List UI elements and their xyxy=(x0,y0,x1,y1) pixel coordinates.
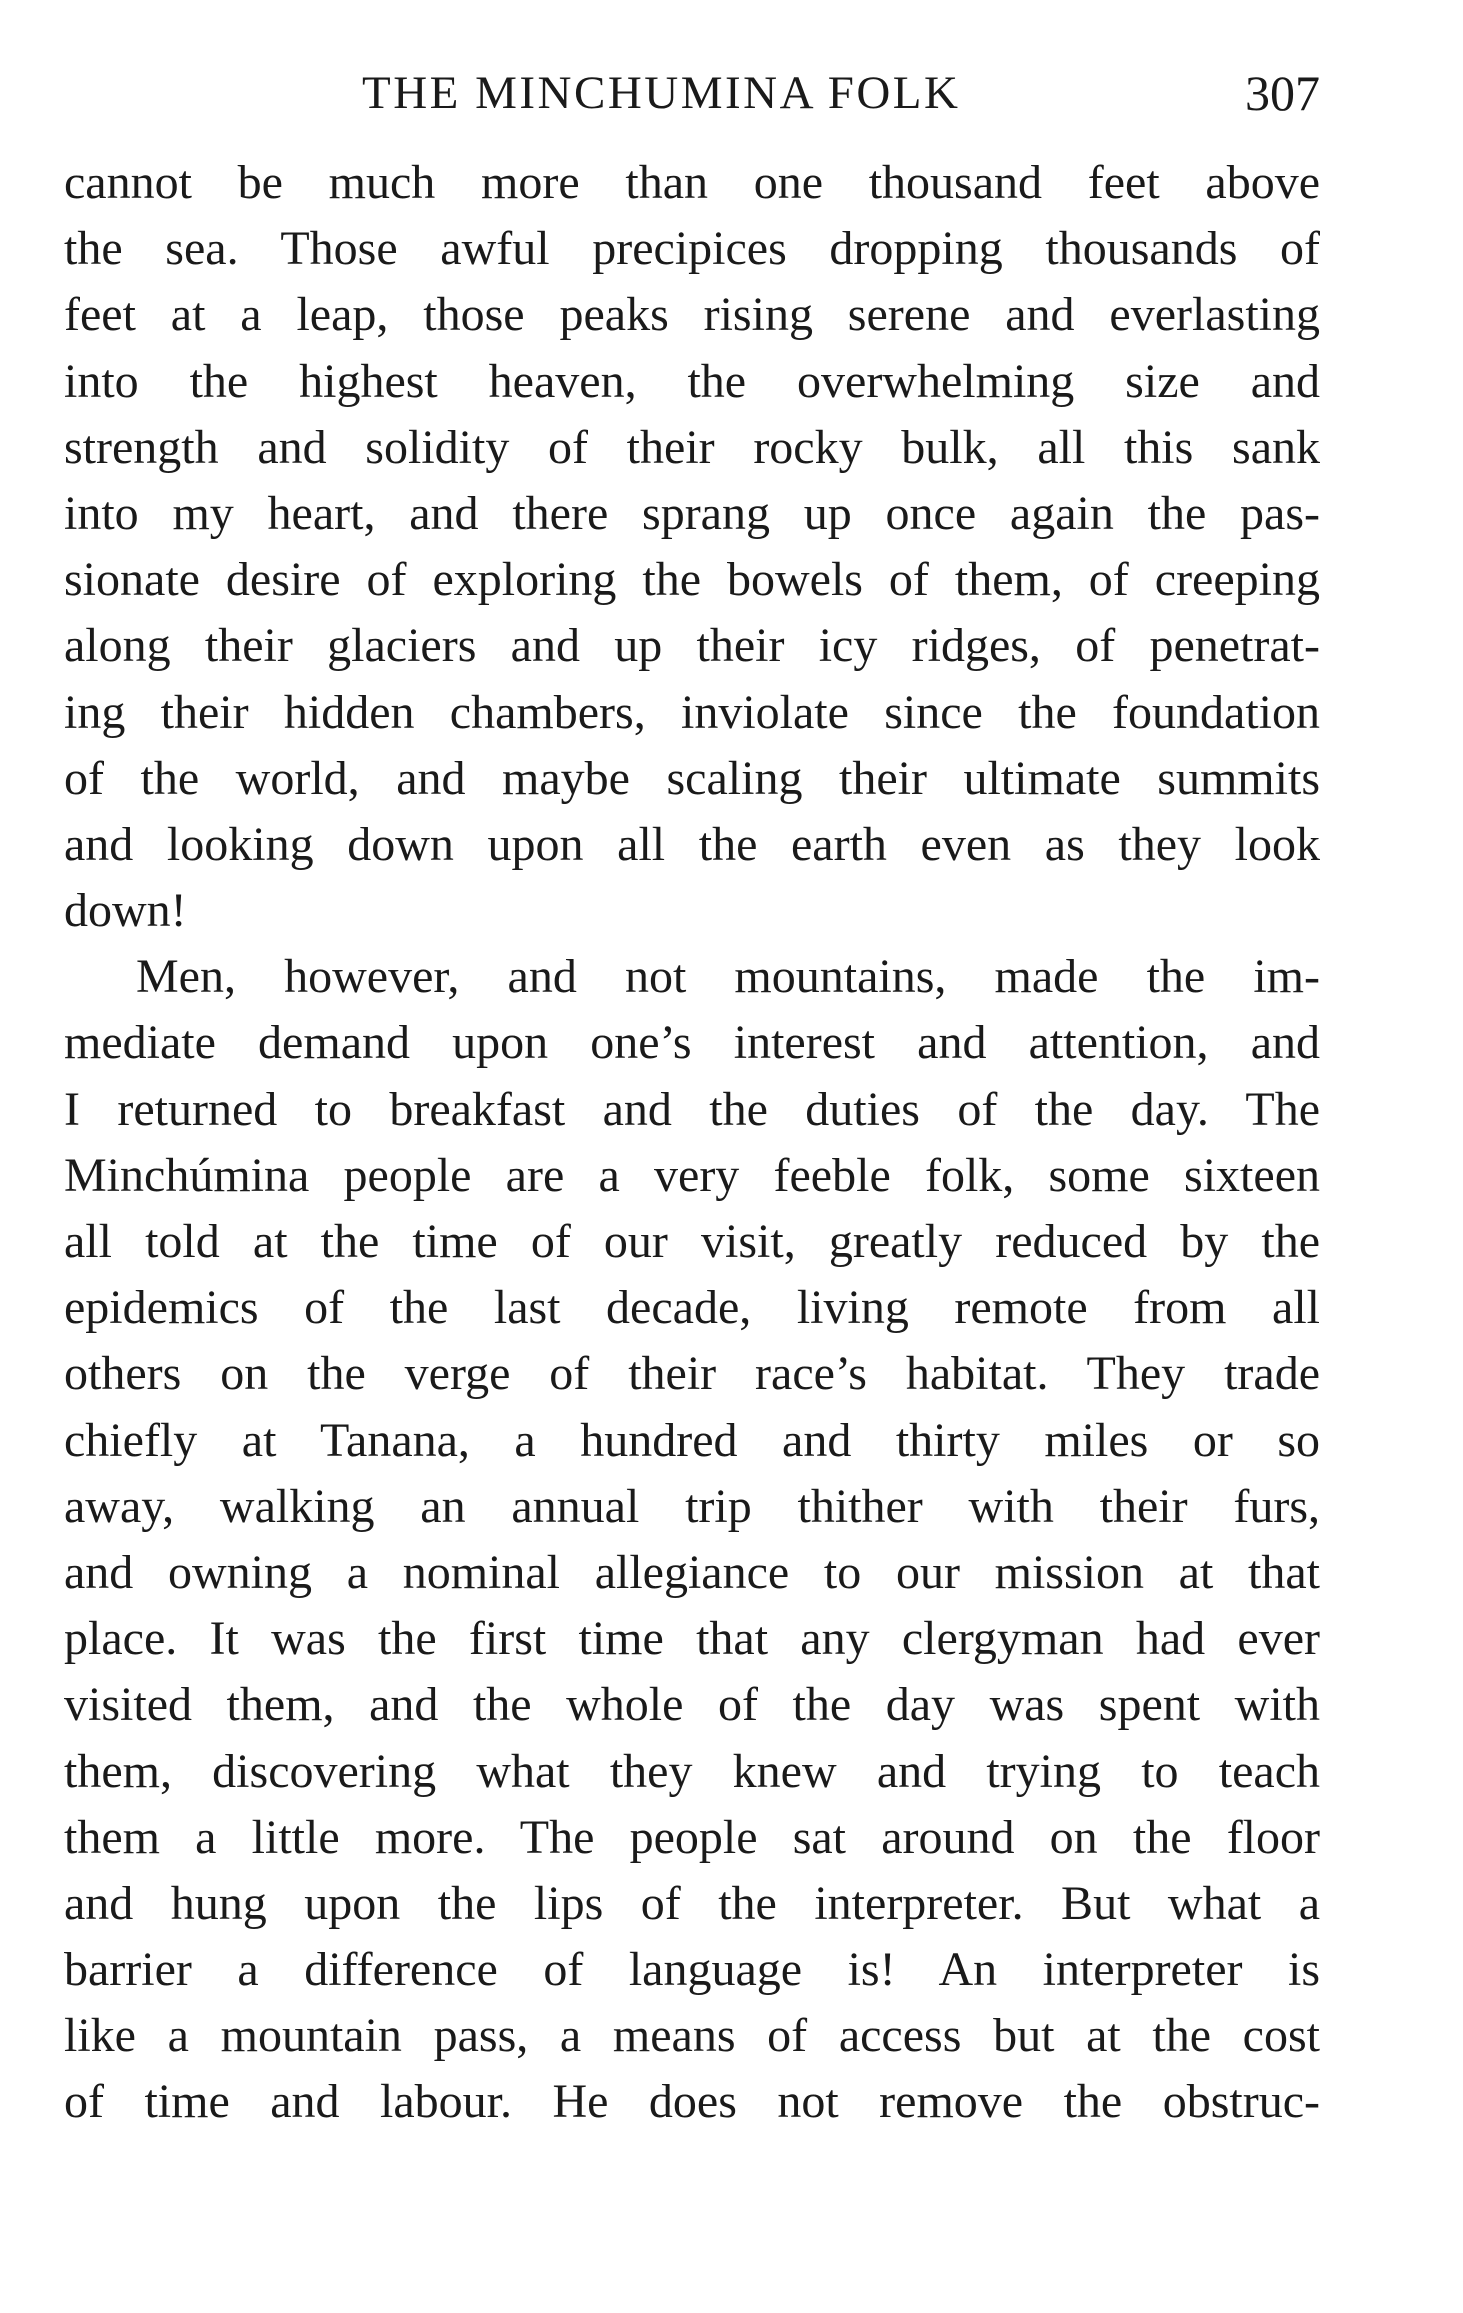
text-line: epidemics of the last decade, living remote from all xyxy=(64,1281,1320,1335)
text-line: all told at the time of our visit, greatly reduced by the xyxy=(64,1215,1320,1268)
text-line: and hung upon the lips of the interpreter. But what a xyxy=(64,1876,1320,1930)
text-line: into my heart, and there sprang up once again the pas- xyxy=(64,486,1320,540)
text-line: the sea. Those awful precipices dropping thousands of xyxy=(64,222,1320,276)
text-line: mediate demand upon one’s interest and attention, and xyxy=(64,1016,1320,1070)
text-line: Minchúmina people are a very feeble folk, some sixteen xyxy=(64,1148,1320,1202)
text-line: like a mountain pass, a means of access but at the cost xyxy=(64,2009,1320,2063)
running-head xyxy=(64,58,1320,128)
text-line: sionate desire of exploring the bowels of them, of creeping xyxy=(64,553,1320,607)
text-line: I returned to breakfast and the duties of the day. The xyxy=(64,1082,1320,1136)
text-line: and owning a nominal allegiance to our mission at that xyxy=(64,1545,1320,1599)
text-line: place. It was the first time that any clergyman had ever xyxy=(64,1612,1320,1666)
paragraph-end-line: down! xyxy=(64,884,187,938)
text-line: strength and solidity of their rocky bulk, all this sank xyxy=(64,420,1320,474)
page-number: 307 xyxy=(1245,65,1320,121)
text-line: along their glaciers and up their icy ridges, of penetrat- xyxy=(64,619,1320,673)
running-title: THE MINCHUMINA FOLK xyxy=(362,67,961,119)
text-line: barrier a difference of language is! An interpreter is xyxy=(64,1943,1320,1997)
text-line: feet at a leap, those peaks rising serene and everlasting xyxy=(64,288,1320,342)
text-line: away, walking an annual trip thither with their furs, xyxy=(64,1479,1320,1533)
text-line: them a little more. The people sat around on the floor xyxy=(64,1810,1320,1864)
text-line: ing their hidden chambers, inviolate since the foundation xyxy=(64,685,1320,739)
text-line: of the world, and maybe scaling their ultimate summits xyxy=(64,751,1320,805)
text-line: cannot be much more than one thousand feet above xyxy=(64,156,1320,209)
body-text xyxy=(64,150,1320,2136)
text-line: them, discovering what they knew and trying to teach xyxy=(64,1744,1320,1798)
paragraph-start-line: Men, however, and not mountains, made the im- xyxy=(136,950,1320,1004)
text-line: into the highest heaven, the overwhelming size and xyxy=(64,354,1320,408)
text-line: and looking down upon all the earth even as they look xyxy=(64,817,1320,871)
text-line: of time and labour. He does not remove the obstruc- xyxy=(64,2075,1320,2129)
text-line: others on the verge of their race’s habitat. They trade xyxy=(64,1347,1320,1401)
text-line: chiefly at Tanana, a hundred and thirty miles or so xyxy=(64,1413,1320,1467)
text-line: visited them, and the whole of the day was spent with xyxy=(64,1678,1320,1732)
